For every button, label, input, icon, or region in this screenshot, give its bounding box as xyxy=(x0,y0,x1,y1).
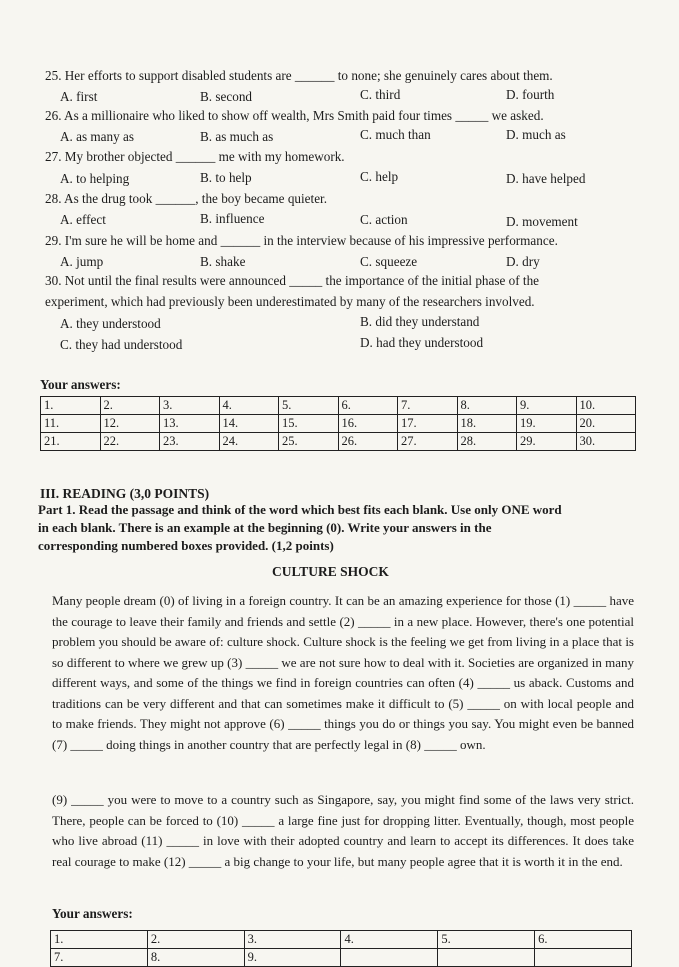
q25-option-d: D. fourth xyxy=(506,87,555,102)
answer-cell[interactable]: 30. xyxy=(576,433,636,451)
answer-cell[interactable]: 25. xyxy=(279,433,339,451)
q30-stem: 30. Not until the final results were announced _____ the importance of the initial phase of the xyxy=(45,273,540,288)
answer-cell[interactable]: 15. xyxy=(279,415,339,433)
q29-option-a: A. jump xyxy=(60,254,104,269)
answer-row xyxy=(41,433,636,451)
answer-cell[interactable]: 5. xyxy=(438,931,535,949)
passage-title: CULTURE SHOCK xyxy=(272,564,389,579)
q25-stem-a: 25. Her efforts to support disabled students are xyxy=(45,68,292,83)
answer-cell[interactable]: 6. xyxy=(338,397,398,415)
q28-option-c: C. action xyxy=(360,212,408,227)
q30-stem-c: experiment, which had previously been underestimated by many of the researchers involved. xyxy=(45,294,535,309)
q26-stem: 26. As a millionaire who liked to show off wealth, Mrs Smith paid four times _____ we asked. xyxy=(45,108,544,123)
answer-cell[interactable]: 28. xyxy=(457,433,517,451)
answer-cell[interactable]: 19. xyxy=(517,415,577,433)
q29-stem-a: 29. I'm sure he will be home and xyxy=(45,233,218,248)
instruction-line-3: corresponding numbered boxes provided. (1,2 points) xyxy=(38,538,334,553)
answer-cell[interactable]: 4. xyxy=(341,931,438,949)
answer-cell[interactable]: 18. xyxy=(457,415,517,433)
answer-cell[interactable]: 26. xyxy=(338,433,398,451)
q29-option-d: D. dry xyxy=(506,254,540,269)
answer-cell[interactable]: 20. xyxy=(576,415,636,433)
answer-cell[interactable] xyxy=(341,949,438,967)
q26-option-a: A. as many as xyxy=(60,129,134,144)
answers-label-2: Your answers: xyxy=(52,906,133,921)
q30-option-b: B. did they understand xyxy=(360,314,480,329)
q27-stem: 27. My brother objected ______ me with my homework. xyxy=(45,149,345,164)
q28-stem-b: , the boy became quieter. xyxy=(195,191,328,206)
answer-cell[interactable]: 14. xyxy=(219,415,279,433)
answer-cell[interactable]: 22. xyxy=(100,433,160,451)
q27-option-b: B. to help xyxy=(200,170,252,185)
answer-cell[interactable]: 21. xyxy=(41,433,101,451)
answer-grid-1 xyxy=(40,396,636,451)
answer-cell[interactable]: 7. xyxy=(51,949,148,967)
answer-cell[interactable]: 16. xyxy=(338,415,398,433)
answer-cell[interactable]: 27. xyxy=(398,433,458,451)
passage-paragraph-2: (9) _____ you were to move to a country such as Singapore, say, you might find some of the laws very strict. There, people can be forced to (10) _____ a large fine just for dropping litter. Eventually, though, most people who live abroad (11) _____ in love with their adopted country and learn to accept its differences. It does take real courage to make (12) _____ a big change to your life, but many people agree that it is worth it in the end. xyxy=(52,792,634,869)
answer-grid-2 xyxy=(50,930,632,967)
answer-row xyxy=(41,397,636,415)
q28-stem: 28. As the drug took ______, the boy became quieter. xyxy=(45,191,328,206)
q25-option-a: A. first xyxy=(60,89,98,104)
q28-option-b: B. influence xyxy=(200,211,265,226)
instruction-line-1: Part 1. Read the passage and think of the word which best fits each blank. Use only ONE word xyxy=(38,502,562,517)
instruction-line-2: in each blank. There is an example at the beginning (0). Write your answers in the xyxy=(38,520,492,535)
answer-cell[interactable]: 7. xyxy=(398,397,458,415)
answer-cell[interactable] xyxy=(438,949,535,967)
answer-cell[interactable]: 8. xyxy=(147,949,244,967)
answer-cell[interactable]: 17. xyxy=(398,415,458,433)
q29-stem-b: in the interview because of his impressive performance. xyxy=(263,233,558,248)
answer-cell[interactable]: 9. xyxy=(244,949,341,967)
answer-cell[interactable]: 12. xyxy=(100,415,160,433)
answer-row xyxy=(41,415,636,433)
q27-stem-a: 27. My brother objected xyxy=(45,149,173,164)
q30-stem-b: the importance of the initial phase of the xyxy=(325,273,540,288)
q26-option-b: B. as much as xyxy=(200,129,274,144)
q25-stem: 25. Her efforts to support disabled students are ______ to none; she genuinely cares about them. xyxy=(45,68,553,83)
passage-paragraph-1: Many people dream (0) of living in a foreign country. It can be an amazing experience for those (1) _____ have the courage to leave their family and friends and settle (2) _____ in a new place. However, there's one potential problem you should be aware of: culture shock. Culture shock is the feeling we get from living in a place that is so different to where we grew up (3) _____ we are not sure how to deal with it. Societies are organized in many different ways, and some of the things we find in foreign countries can often (4) _____ us aback. Customs and traditions can be very different and that can sometimes make it difficult to (5) _____ on with local people and to make friends. They might not approve (6) _____ things you do or things you say. You might even be banned (7) _____ doing things in another country that are perfectly legal in (8) _____ own. xyxy=(52,593,634,752)
q29-stem: 29. I'm sure he will be home and ______ in the interview because of his impressive performance. xyxy=(45,233,558,248)
answer-cell[interactable]: 11. xyxy=(41,415,101,433)
q28-option-a: A. effect xyxy=(60,212,106,227)
answers-label-1: Your answers: xyxy=(40,377,121,392)
answer-cell[interactable]: 6. xyxy=(535,931,632,949)
q27-option-a: A. to helping xyxy=(60,171,130,186)
q25-option-c: C. third xyxy=(360,87,401,102)
q30-stem-a: 30. Not until the final results were announced xyxy=(45,273,286,288)
answer-cell[interactable]: 2. xyxy=(100,397,160,415)
answer-cell[interactable]: 9. xyxy=(517,397,577,415)
q30-option-c: C. they had understood xyxy=(60,337,183,352)
q27-stem-b: me with my homework. xyxy=(218,149,345,164)
answer-cell[interactable]: 5. xyxy=(279,397,339,415)
q30-option-d: D. had they understood xyxy=(360,335,484,350)
answer-cell[interactable]: 1. xyxy=(51,931,148,949)
answer-cell[interactable]: 3. xyxy=(160,397,220,415)
answer-cell[interactable]: 1. xyxy=(41,397,101,415)
answer-cell[interactable] xyxy=(535,949,632,967)
q27-option-d: D. have helped xyxy=(506,171,586,186)
q26-option-d: D. much as xyxy=(506,127,566,142)
answer-row xyxy=(51,949,632,967)
q25-stem-b: to none; she genuinely cares about them. xyxy=(337,68,553,83)
q30-option-a: A. they understood xyxy=(60,316,161,331)
q28-option-d: D. movement xyxy=(506,214,578,229)
answer-cell[interactable]: 2. xyxy=(147,931,244,949)
q27-option-c: C. help xyxy=(360,169,399,184)
q25-option-b: B. second xyxy=(200,89,253,104)
answer-cell[interactable]: 8. xyxy=(457,397,517,415)
answer-cell[interactable]: 3. xyxy=(244,931,341,949)
answer-cell[interactable]: 29. xyxy=(517,433,577,451)
answer-cell[interactable]: 24. xyxy=(219,433,279,451)
q26-stem-a: 26. As a millionaire who liked to show off wealth, Mrs Smith paid four times xyxy=(45,108,453,123)
answer-cell[interactable]: 10. xyxy=(576,397,636,415)
q28-stem-a: 28. As the drug took xyxy=(45,191,153,206)
answer-cell[interactable]: 13. xyxy=(160,415,220,433)
answer-cell[interactable]: 23. xyxy=(160,433,220,451)
q29-option-c: C. squeeze xyxy=(360,254,418,269)
q26-stem-b: we asked. xyxy=(491,108,544,123)
answer-cell[interactable]: 4. xyxy=(219,397,279,415)
q26-option-c: C. much than xyxy=(360,127,431,142)
q29-option-b: B. shake xyxy=(200,254,246,269)
section-title: III. READING (3,0 POINTS) xyxy=(40,486,210,501)
answer-row xyxy=(51,931,632,949)
